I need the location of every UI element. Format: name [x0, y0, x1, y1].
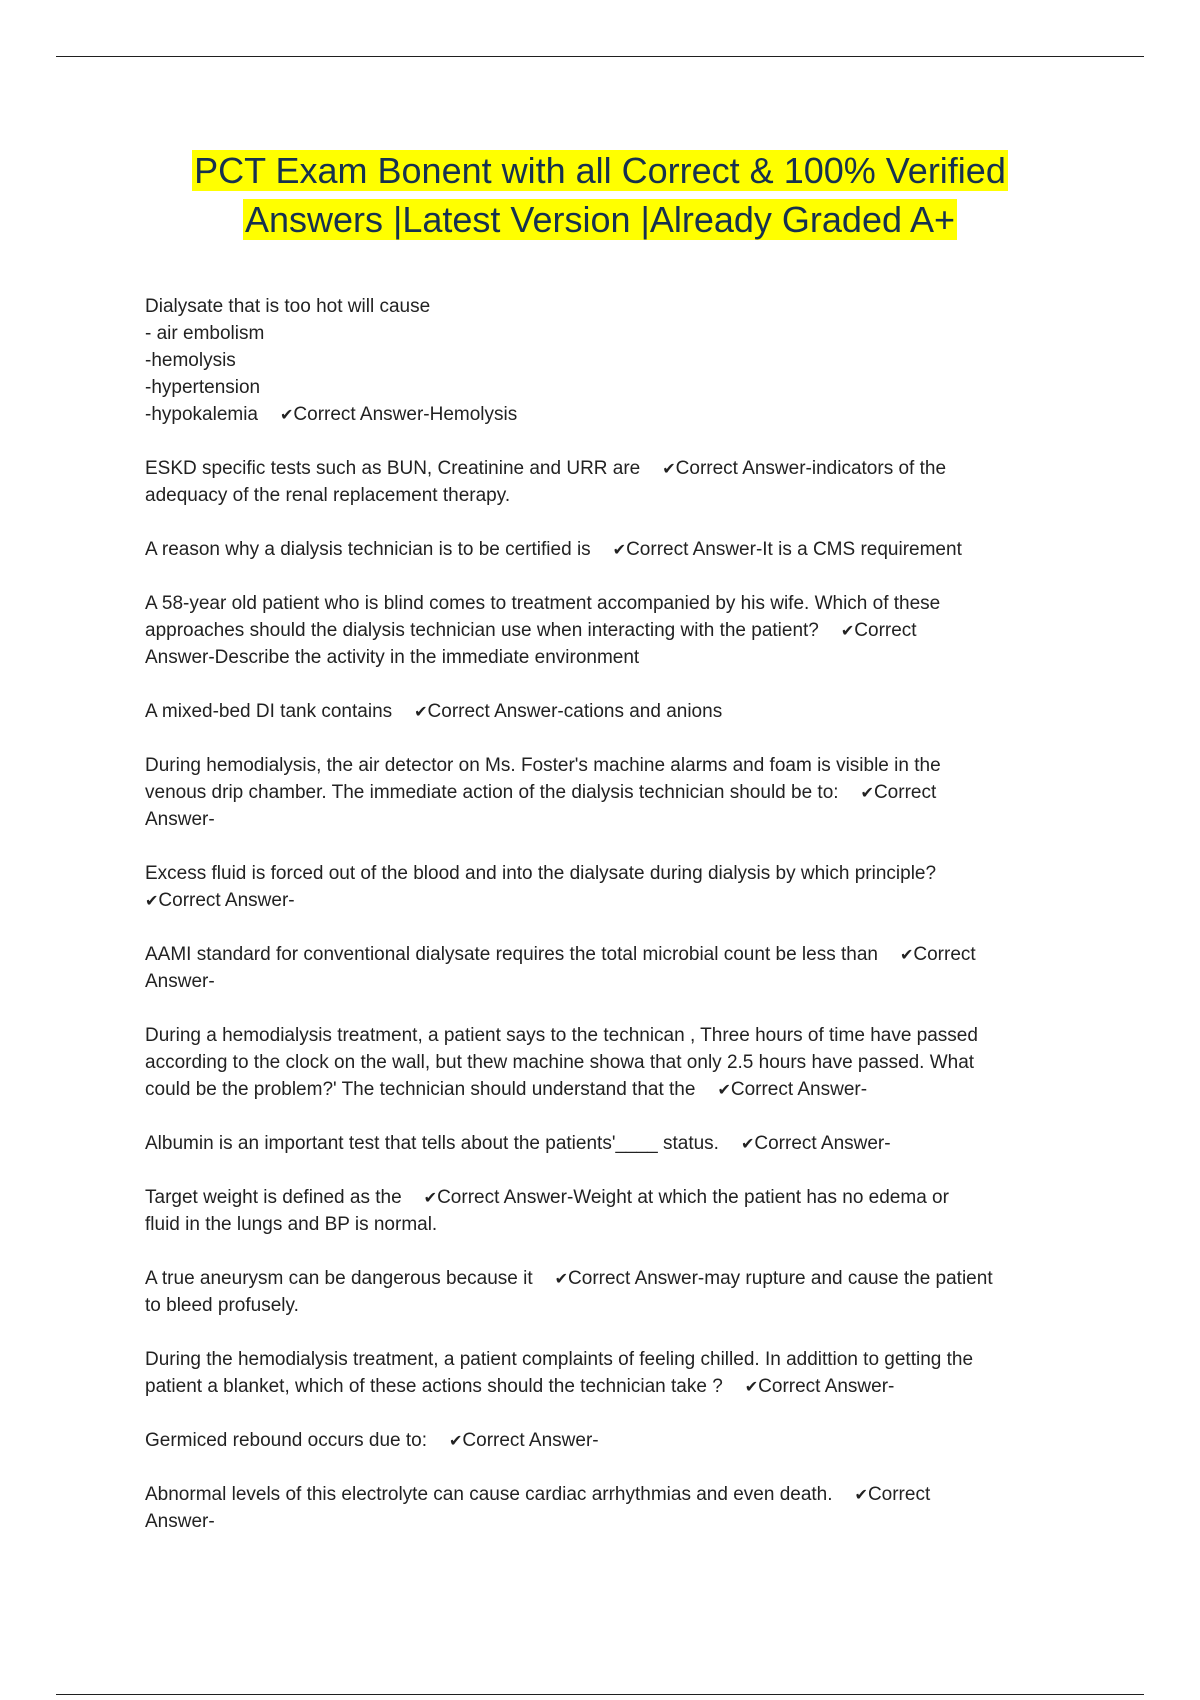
question-text: Target weight is defined as the	[145, 1187, 402, 1208]
answer-continuation: Answer-	[145, 971, 215, 992]
answer-text: Correct Answer-	[754, 1133, 891, 1154]
answer	[662, 458, 946, 479]
check-icon: ✔	[717, 1080, 731, 1099]
answer-text: Correct	[913, 944, 976, 965]
question-line	[145, 941, 1075, 968]
answer-text: Correct	[867, 1484, 931, 1505]
answer-text: Correct	[854, 620, 917, 641]
qa-list	[145, 293, 1075, 1562]
answer-text: Correct Answer-cations and anions	[427, 701, 723, 722]
answer	[745, 1376, 895, 1397]
answer-text: Correct Answer-indicators of the	[675, 458, 947, 479]
question-line	[145, 1076, 1075, 1103]
qa-item-certification	[145, 536, 1075, 563]
answer-text: Correct Answer-	[758, 1376, 895, 1397]
document-title	[0, 146, 1200, 244]
check-icon: ✔	[414, 702, 428, 721]
question-line: A 58-year old patient who is blind comes to treatment accompanied by his wife. Which of these	[145, 593, 941, 614]
question-text: venous drip chamber. The immediate action of the dialysis technician should be to:	[145, 782, 839, 803]
qa-item-dialysate-hot	[145, 293, 1075, 428]
check-icon: ✔	[449, 1431, 463, 1450]
answer-text: Correct Answer-It is a CMS requirement	[626, 539, 962, 560]
answer	[555, 1268, 993, 1289]
question-line: During the hemodialysis treatment, a patient complaints of feeling chilled. In addittion to getting the	[145, 1349, 974, 1370]
answer-continuation: to bleed profusely.	[145, 1295, 299, 1316]
question-line: according to the clock on the wall, but thew machine showa that only 2.5 hours have passed. What	[145, 1052, 975, 1073]
question-line	[145, 1373, 1075, 1400]
question-text: patient a blanket, which of these actions should the technician take ?	[145, 1376, 723, 1397]
check-icon: ✔	[145, 891, 159, 910]
answer	[280, 404, 517, 425]
check-icon: ✔	[280, 405, 294, 424]
check-icon: ✔	[554, 1269, 569, 1288]
title-line-1: PCT Exam Bonent with all Correct & 100% Verified	[194, 150, 1006, 191]
check-icon: ✔	[612, 540, 627, 559]
question-text: Germiced rebound occurs due to:	[145, 1430, 427, 1451]
question-line	[145, 455, 1075, 482]
check-icon: ✔	[662, 459, 676, 478]
qa-item-excess-fluid	[145, 860, 1075, 914]
question-line	[145, 779, 1075, 806]
question-line	[145, 1481, 1075, 1508]
question-line: During hemodialysis, the air detector on Ms. Foster's machine alarms and foam is visible in the	[145, 755, 941, 776]
question-text: Albumin is an important test that tells about the patients'____ status.	[145, 1133, 719, 1154]
question-text: A reason why a dialysis technician is to be certified is	[145, 539, 591, 560]
answer-text: Correct Answer-may rupture and cause the patient	[568, 1268, 993, 1289]
bottom-rule	[56, 1694, 1144, 1695]
question-line	[145, 617, 1075, 644]
answer-text: Correct Answer-	[158, 890, 295, 911]
qa-item-aneurysm	[145, 1265, 1075, 1319]
top-rule	[56, 56, 1144, 57]
answer	[841, 620, 917, 641]
qa-item-blind-patient	[145, 590, 1075, 671]
answer	[900, 944, 976, 965]
question-line	[145, 1130, 1075, 1157]
option-line: -hypertension	[145, 377, 261, 398]
answer-text: Correct Answer-Weight at which the patient has no edema or	[437, 1187, 949, 1208]
check-icon: ✔	[854, 1485, 868, 1504]
question-line	[145, 1427, 1075, 1454]
question-line	[145, 698, 1075, 725]
question-line	[145, 1265, 1075, 1292]
check-icon: ✔	[899, 945, 914, 964]
answer-continuation: Answer-Describe the activity in the immediate environment	[145, 647, 640, 668]
check-icon: ✔	[423, 1188, 438, 1207]
check-icon: ✔	[860, 783, 874, 802]
title-line-2: Answers |Latest Version |Already Graded A+	[244, 199, 956, 240]
answer	[861, 782, 937, 803]
qa-item-eskd-tests	[145, 455, 1075, 509]
answer-continuation: fluid in the lungs and BP is normal.	[145, 1214, 438, 1235]
question-text: could be the problem?' The technician should understand that the	[145, 1079, 696, 1100]
option-line-with-answer	[145, 401, 1075, 428]
question-text: A mixed-bed DI tank contains	[145, 701, 393, 722]
answer-continuation: Answer-	[145, 1511, 215, 1532]
question-line: Excess fluid is forced out of the blood and into the dialysate during dialysis by which principle?	[145, 863, 937, 884]
check-icon: ✔	[840, 621, 855, 640]
qa-item-air-detector	[145, 752, 1075, 833]
question-line: Dialysate that is too hot will cause	[145, 296, 431, 317]
option-line: -hemolysis	[145, 350, 236, 371]
option-line: - air embolism	[145, 323, 265, 344]
qa-item-target-weight	[145, 1184, 1075, 1238]
answer-text: Correct Answer-Hemolysis	[293, 404, 518, 425]
qa-item-electrolyte	[145, 1481, 1075, 1535]
answer	[424, 1187, 949, 1208]
answer	[449, 1430, 599, 1451]
question-line	[145, 1184, 1075, 1211]
answer	[855, 1484, 931, 1505]
check-icon: ✔	[744, 1377, 759, 1396]
answer-continuation: Answer-	[145, 809, 215, 830]
question-text: A true aneurysm can be dangerous because it	[145, 1268, 533, 1289]
answer	[414, 701, 722, 722]
question-text: approaches should the dialysis technician use when interacting with the patient?	[145, 620, 819, 641]
answer-continuation: adequacy of the renal replacement therapy.	[145, 485, 511, 506]
question-text: AAMI standard for conventional dialysate requires the total microbial count be less than	[145, 944, 878, 965]
answer-text: Correct Answer-	[462, 1430, 599, 1451]
answer-text: Correct Answer-	[730, 1079, 868, 1100]
qa-item-germicide-rebound	[145, 1427, 1075, 1454]
qa-item-di-tank	[145, 698, 1075, 725]
question-text: Abnormal levels of this electrolyte can cause cardiac arrhythmias and even death.	[145, 1484, 833, 1505]
qa-item-chilled-patient	[145, 1346, 1075, 1400]
question-line: During a hemodialysis treatment, a patient says to the technican , Three hours of time have passed	[145, 1025, 978, 1046]
qa-item-aami-standard	[145, 941, 1075, 995]
answer	[741, 1133, 891, 1154]
check-icon: ✔	[740, 1134, 755, 1153]
answer	[613, 539, 962, 560]
question-text: ESKD specific tests such as BUN, Creatinine and URR are	[145, 458, 641, 479]
answer	[145, 887, 1075, 914]
qa-item-albumin	[145, 1130, 1075, 1157]
option-text: -hypokalemia	[145, 404, 258, 425]
answer-text: Correct	[873, 782, 937, 803]
answer	[717, 1079, 867, 1100]
qa-item-clock-time	[145, 1022, 1075, 1103]
question-line	[145, 536, 1075, 563]
